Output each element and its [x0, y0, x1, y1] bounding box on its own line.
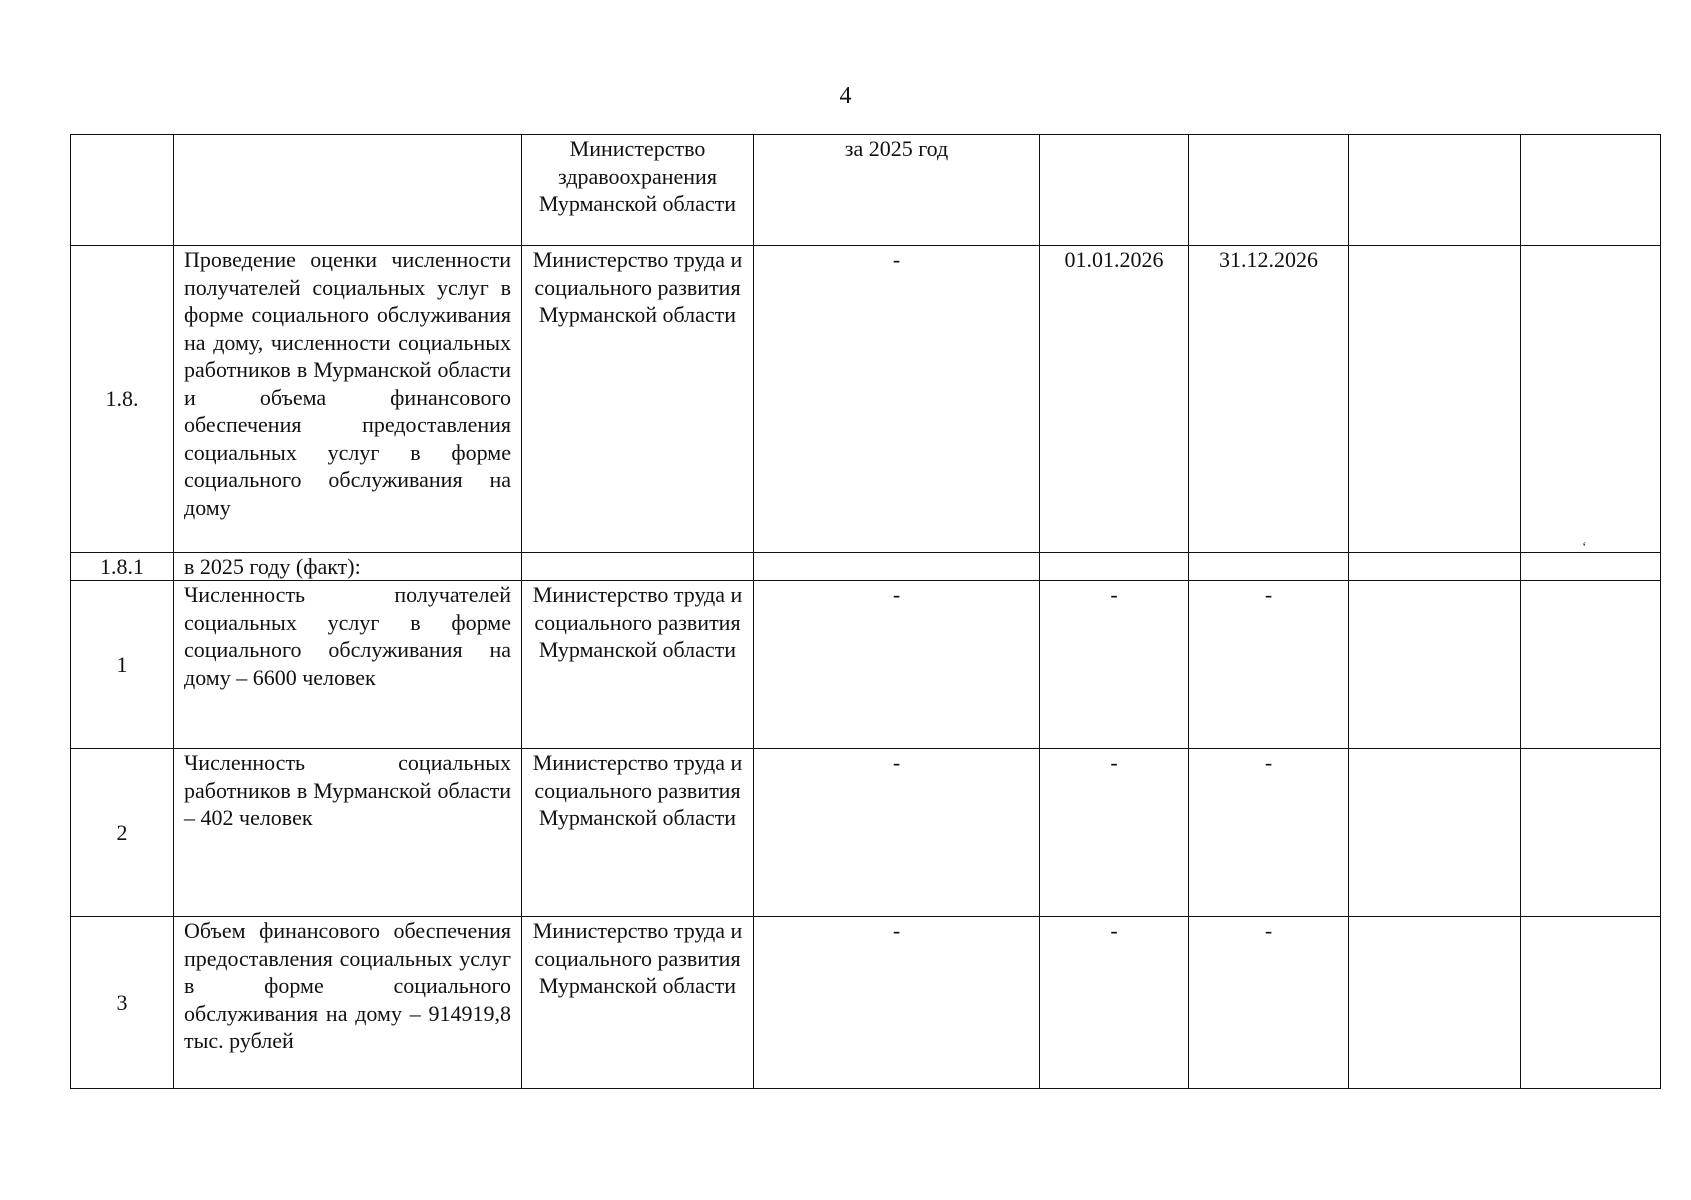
end-date: - — [1189, 917, 1349, 1089]
measures-table — [70, 134, 1661, 1089]
row-number — [71, 135, 174, 246]
table-row — [71, 749, 1661, 917]
start-date: 01.01.2026 — [1040, 246, 1189, 553]
period: - — [754, 917, 1040, 1089]
column-7-cell — [1349, 581, 1521, 749]
end-date — [1189, 553, 1349, 581]
row-number: 2 — [71, 749, 174, 917]
column-8-cell — [1521, 135, 1661, 246]
end-date: - — [1189, 581, 1349, 749]
responsible-executor: Министерство труда и социального развития Мурманской области — [522, 581, 754, 749]
responsible-executor — [522, 553, 754, 581]
measure-name — [174, 135, 522, 246]
page-number: 4 — [839, 83, 852, 109]
responsible-executor: Министерство труда и социального развития Мурманской области — [522, 917, 754, 1089]
responsible-executor: Министерство труда и социального развития Мурманской области — [522, 749, 754, 917]
row-number: 1 — [71, 581, 174, 749]
column-8-cell — [1521, 553, 1661, 581]
end-date: 31.12.2026 — [1189, 246, 1349, 553]
period: - — [754, 581, 1040, 749]
row-number: 3 — [71, 917, 174, 1089]
measure-name: Численность получателей социальных услуг в форме социального обслуживания на дому – 6600 человек — [174, 581, 522, 749]
measure-name: Численность социальных работников в Мурманской области – 402 человек — [174, 749, 522, 917]
table-row — [71, 581, 1661, 749]
start-date: - — [1040, 749, 1189, 917]
column-7-cell — [1349, 246, 1521, 553]
end-date — [1189, 135, 1349, 246]
column-8-cell — [1521, 917, 1661, 1089]
table-row — [71, 246, 1661, 553]
responsible-executor: Министерство труда и социального развития Мурманской области — [522, 246, 754, 553]
start-date: - — [1040, 581, 1189, 749]
table-row — [71, 553, 1661, 581]
row-number: 1.8. — [71, 246, 174, 553]
column-7-cell — [1349, 135, 1521, 246]
measure-name: Проведение оценки численности получателей социальных услуг в форме социального обслуживания на дому, численности социальных работников в Мурманской области и объема финансового обеспечения предоставления социальных услуг в форме социального обслуживания на дому — [174, 246, 522, 553]
start-date — [1040, 553, 1189, 581]
period: за 2025 год — [754, 135, 1040, 246]
measure-name: в 2025 году (факт): — [174, 553, 522, 581]
scan-artifact-mark: ‘ — [1582, 540, 1587, 555]
start-date — [1040, 135, 1189, 246]
period: - — [754, 749, 1040, 917]
period: - — [754, 246, 1040, 553]
end-date: - — [1189, 749, 1349, 917]
responsible-executor: Министерство здравоохранения Мурманской области — [522, 135, 754, 246]
column-8-cell — [1521, 246, 1661, 553]
measure-name: Объем финансового обеспечения предоставления социальных услуг в форме социального обслуживания на дому – 914919,8 тыс. рублей — [174, 917, 522, 1089]
table-row — [71, 135, 1661, 246]
start-date: - — [1040, 917, 1189, 1089]
column-7-cell — [1349, 917, 1521, 1089]
column-8-cell — [1521, 581, 1661, 749]
column-7-cell — [1349, 749, 1521, 917]
row-number: 1.8.1 — [71, 553, 174, 581]
column-8-cell — [1521, 749, 1661, 917]
table-row — [71, 917, 1661, 1089]
column-7-cell — [1349, 553, 1521, 581]
period — [754, 553, 1040, 581]
